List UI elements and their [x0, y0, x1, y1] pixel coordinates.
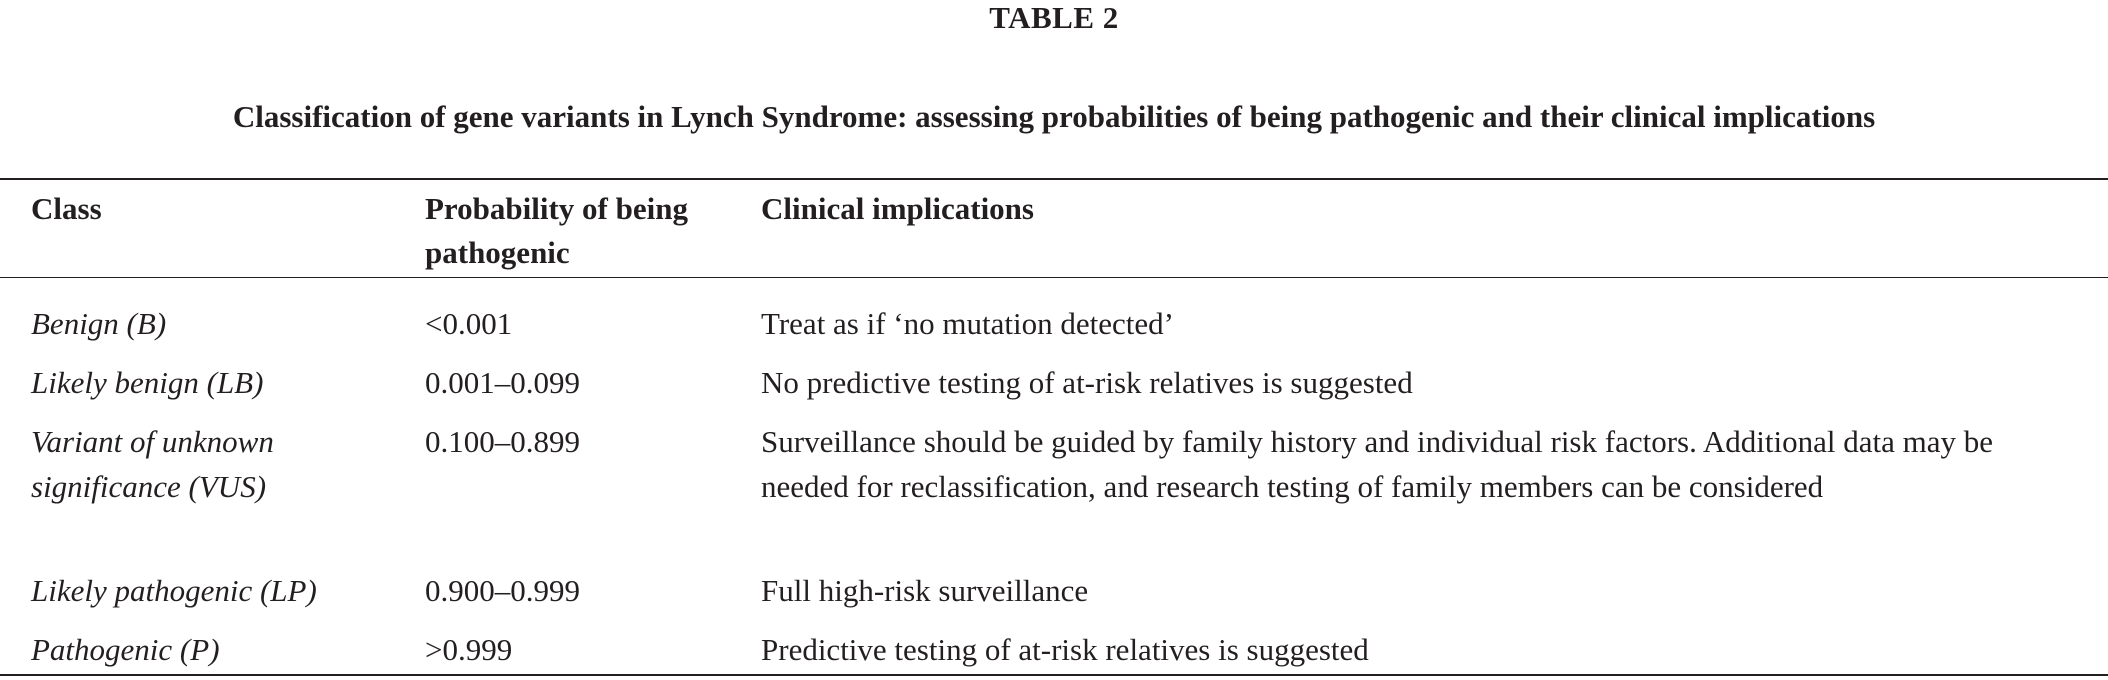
- row-pathogenic-class: Pathogenic (P): [31, 632, 220, 667]
- header-class: Class: [31, 191, 102, 226]
- bottom-rule: [0, 674, 2108, 676]
- row-vus-implications: Surveillance should be guided by family history and individual risk factors. Additional data may be needed for reclassification, and research testing of family members can be considered: [761, 424, 1993, 504]
- table-caption: Classification of gene variants in Lynch Syndrome: assessing probabilities of being pathogenic and their clinical implications: [232, 99, 1876, 134]
- row-likely-benign-implications: No predictive testing of at-risk relatives is suggested: [761, 365, 1413, 400]
- row-likely-pathogenic-class: Likely pathogenic (LP): [31, 573, 317, 608]
- row-pathogenic-implications: Predictive testing of at-risk relatives is suggested: [761, 632, 1369, 667]
- header-rule: [0, 277, 2108, 278]
- row-likely-pathogenic-implications: Full high-risk surveillance: [761, 573, 1089, 608]
- row-likely-pathogenic-probability: 0.900–0.999: [425, 573, 580, 608]
- top-rule: [0, 178, 2108, 180]
- row-benign-implications: Treat as if ‘no mutation detected’: [761, 306, 1174, 341]
- header-implications: Clinical implications: [761, 191, 1034, 226]
- header-probability: Probability of being pathogenic: [425, 191, 688, 270]
- row-vus-class: Variant of unknown significance (VUS): [31, 424, 274, 504]
- row-benign-class: Benign (B): [31, 306, 167, 341]
- row-vus-probability: 0.100–0.899: [425, 424, 580, 459]
- row-likely-benign-class: Likely benign (LB): [31, 365, 264, 400]
- row-benign-probability: <0.001: [425, 306, 513, 341]
- row-likely-benign-probability: 0.001–0.099: [425, 365, 580, 400]
- table-label: TABLE 2: [989, 0, 1119, 35]
- row-pathogenic-probability: >0.999: [425, 632, 513, 667]
